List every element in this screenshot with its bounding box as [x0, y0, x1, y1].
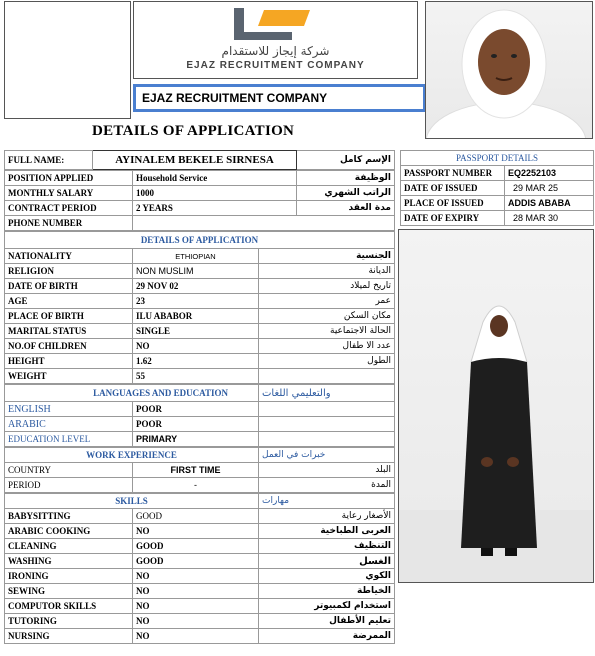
table-row	[401, 181, 594, 196]
children-arabic: عدد الا طفال	[259, 339, 395, 354]
details-section	[4, 231, 395, 384]
company-name-bar: EJAZ RECRUITMENT COMPANY	[133, 84, 426, 112]
height-value: 1.62	[133, 354, 259, 369]
english-empty	[259, 402, 395, 417]
age-value: 23	[133, 294, 259, 309]
country-label: COUNTRY	[5, 463, 133, 478]
period-label: PERIOD	[5, 478, 133, 493]
weight-arabic	[259, 369, 395, 384]
logo-mark-icon	[234, 8, 314, 44]
table-row	[5, 294, 395, 309]
weight-value: 55	[133, 369, 259, 384]
table-row	[5, 614, 395, 629]
salary-arabic: الراتب الشهري	[297, 186, 395, 201]
skill-babysitting-value: GOOD	[133, 509, 259, 524]
table-row	[5, 584, 395, 599]
skill-sewing-arabic: الخياطة	[259, 584, 395, 599]
dob-value: 29 NOV 02	[133, 279, 259, 294]
table-row	[5, 201, 395, 216]
table-row	[5, 324, 395, 339]
logo-english-name: EJAZ RECRUITMENT COMPANY	[186, 60, 365, 71]
skill-nursing-label: NURSING	[5, 629, 133, 644]
table-row	[5, 216, 395, 231]
full-name-label: FULL NAME:	[5, 151, 93, 170]
period-value: -	[133, 478, 259, 493]
height-arabic: الطول	[259, 354, 395, 369]
application-details-table	[4, 150, 395, 644]
religion-label: RELIGION	[5, 264, 133, 279]
skill-computer-value: NO	[133, 599, 259, 614]
table-row	[5, 569, 395, 584]
table-row	[5, 417, 395, 432]
birthplace-value: ILU ABABOR	[133, 309, 259, 324]
contract-value: 2 YEARS	[133, 201, 297, 216]
table-row	[401, 166, 594, 181]
marital-arabic: الحالة الاجتماعية	[259, 324, 395, 339]
skill-cooking-value: NO	[133, 524, 259, 539]
full-name-row	[4, 150, 395, 170]
skill-cleaning-arabic: التنظيف	[259, 539, 395, 554]
table-row	[5, 171, 395, 186]
table-row	[5, 339, 395, 354]
marital-value: SINGLE	[133, 324, 259, 339]
marital-label: MARITAL STATUS	[5, 324, 133, 339]
phone-label: PHONE NUMBER	[5, 216, 133, 231]
arabic-value: POOR	[133, 417, 259, 432]
table-row	[5, 599, 395, 614]
salary-value: 1000	[133, 186, 297, 201]
skill-computer-label: COMPUTOR SKILLS	[5, 599, 133, 614]
country-value: FIRST TIME	[133, 463, 259, 478]
country-arabic: البلد	[259, 463, 395, 478]
skill-sewing-value: NO	[133, 584, 259, 599]
skill-washing-arabic: الغسل	[259, 554, 395, 569]
top-info-rows	[4, 170, 395, 231]
languages-header: LANGUAGES AND EDUCATION	[5, 385, 259, 402]
age-label: AGE	[5, 294, 133, 309]
table-row	[5, 554, 395, 569]
passport-number-value: EQ2252103	[505, 166, 594, 181]
skills-header: SKILLS	[5, 494, 259, 509]
table-row	[5, 478, 395, 493]
education-value: PRIMARY	[133, 432, 259, 447]
birthplace-arabic: مكان السكن	[259, 309, 395, 324]
contract-label: CONTRACT PERIOD	[5, 201, 133, 216]
portrait-photo	[425, 1, 593, 139]
work-header: WORK EXPERIENCE	[5, 448, 259, 463]
nationality-label: NATIONALITY	[5, 249, 133, 264]
table-row	[401, 196, 594, 211]
passport-header: PASSPORT DETAILS	[401, 151, 594, 166]
skill-computer-arabic: استخدام لكمبيوتر	[259, 599, 395, 614]
issue-place-value: ADDIS ABABA	[505, 196, 594, 211]
expiry-date-value: 28 MAR 30	[505, 211, 594, 226]
logo-arabic-name: شركة إيجاز للاستقدام	[221, 44, 330, 58]
page-title: DETAILS OF APPLICATION	[92, 123, 295, 139]
full-body-photo	[398, 229, 594, 583]
table-row	[5, 402, 395, 417]
period-arabic: المدة	[259, 478, 395, 493]
position-arabic: الوظيفة	[297, 171, 395, 186]
skill-babysitting-label: BABYSITTING	[5, 509, 133, 524]
dob-arabic: تاريخ لميلاد	[259, 279, 395, 294]
phone-value	[133, 216, 395, 231]
table-row	[5, 524, 395, 539]
table-row	[5, 369, 395, 384]
english-value: POOR	[133, 402, 259, 417]
salary-label: MONTHLY SALARY	[5, 186, 133, 201]
table-row	[5, 249, 395, 264]
education-label: EDUCATION LEVEL	[5, 432, 133, 447]
skills-header-arabic: مهارات	[259, 494, 395, 509]
position-value: Household Service	[133, 171, 297, 186]
work-header-arabic: خبرات في العمل	[259, 448, 395, 463]
table-row	[5, 186, 395, 201]
weight-label: WEIGHT	[5, 369, 133, 384]
skill-ironing-arabic: الكوي	[259, 569, 395, 584]
details-header: DETAILS OF APPLICATION	[5, 232, 395, 249]
issue-date-value: 29 MAR 25	[505, 181, 594, 196]
company-logo	[133, 1, 418, 79]
skill-nursing-value: NO	[133, 629, 259, 644]
education-empty	[259, 432, 395, 447]
dob-label: DATE OF BIRTH	[5, 279, 133, 294]
skill-tutoring-label: TUTORING	[5, 614, 133, 629]
table-row	[5, 539, 395, 554]
religion-arabic: الديانة	[259, 264, 395, 279]
table-row	[5, 279, 395, 294]
table-row	[5, 354, 395, 369]
children-value: NO	[133, 339, 259, 354]
skill-cleaning-value: GOOD	[133, 539, 259, 554]
table-row	[5, 509, 395, 524]
table-row	[5, 264, 395, 279]
passport-number-label: PASSPORT NUMBER	[401, 166, 505, 181]
expiry-date-label: DATE OF EXPIRY	[401, 211, 505, 226]
skill-cooking-label: ARABIC COOKING	[5, 524, 133, 539]
skill-ironing-label: IRONING	[5, 569, 133, 584]
english-label: ENGLISH	[5, 402, 133, 417]
skill-cooking-arabic: العربى الطباخية	[259, 524, 395, 539]
work-section	[4, 447, 395, 493]
table-row	[5, 463, 395, 478]
nationality-value: ETHIOPIAN	[133, 249, 259, 264]
passport-details-table	[400, 150, 594, 226]
table-row	[5, 629, 395, 644]
contract-arabic: مدة العقد	[297, 201, 395, 216]
arabic-empty	[259, 417, 395, 432]
skill-tutoring-value: NO	[133, 614, 259, 629]
languages-header-arabic: والتعليمي اللغات	[259, 385, 395, 402]
age-arabic: عمر	[259, 294, 395, 309]
table-row	[401, 211, 594, 226]
skills-section	[4, 493, 395, 644]
skill-nursing-arabic: الممرضة	[259, 629, 395, 644]
skill-tutoring-arabic: تعليم الأطفال	[259, 614, 395, 629]
full-name-value: AYINALEM BEKELE SIRNESA	[93, 151, 297, 170]
skill-babysitting-arabic: الأصغار رعاية	[259, 509, 395, 524]
birthplace-label: PLACE OF BIRTH	[5, 309, 133, 324]
position-label: POSITION APPLIED	[5, 171, 133, 186]
children-label: NO.OF CHILDREN	[5, 339, 133, 354]
arabic-label: ARABIC	[5, 417, 133, 432]
height-label: HEIGHT	[5, 354, 133, 369]
table-row	[5, 432, 395, 447]
skill-sewing-label: SEWING	[5, 584, 133, 599]
skill-washing-label: WASHING	[5, 554, 133, 569]
languages-section	[4, 384, 395, 447]
skill-cleaning-label: CLEANING	[5, 539, 133, 554]
skill-ironing-value: NO	[133, 569, 259, 584]
table-row	[5, 309, 395, 324]
nationality-arabic: الجنسية	[259, 249, 395, 264]
full-name-arabic: الإسم كامل	[297, 151, 395, 170]
issue-date-label: DATE OF ISSUED	[401, 181, 505, 196]
issue-place-label: PLACE OF ISSUED	[401, 196, 505, 211]
blank-photo-box	[4, 1, 131, 119]
religion-value: NON MUSLIM	[133, 264, 259, 279]
skill-washing-value: GOOD	[133, 554, 259, 569]
